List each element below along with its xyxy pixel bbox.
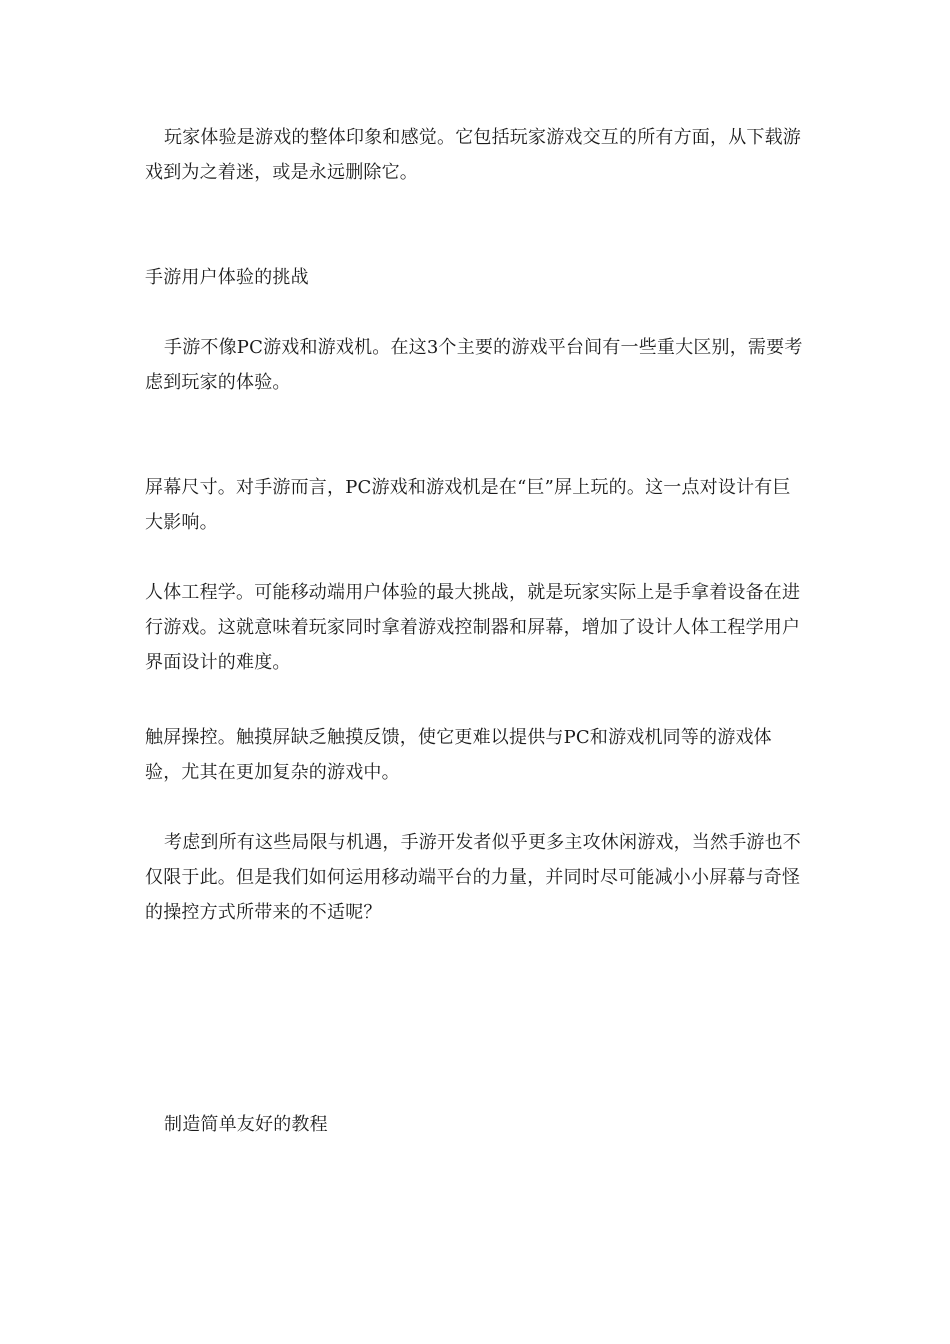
conclusion-paragraph: 考虑到所有这些局限与机遇，手游开发者似乎更多主攻休闲游戏，当然手游也不仅限于此。但是我们如何运用移动端平台的力量，并同时尽可能减小小屏幕与奇怪的操控方式所带来的不适呢？ [145,832,801,923]
intro-paragraph: 玩家体验是游戏的整体印象和感觉。它包括玩家游戏交互的所有方面，从下载游戏到为之着迷，或是永远删除它。 [145,127,801,183]
section-heading-tutorial: 制造简单友好的教程 [164,1114,328,1135]
screen-size-paragraph: 屏幕尺寸。对手游而言，PC游戏和游戏机是在“巨”屏上玩的。这一点对设计有巨大影响。 [145,477,791,533]
section-heading-challenges: 手游用户体验的挑战 [145,267,309,288]
ergonomics-paragraph: 人体工程学。可能移动端用户体验的最大挑战，就是玩家实际上是手拿着设备在进行游戏。这就意味着玩家同时拿着游戏控制器和屏幕，增加了设计人体工程学用户界面设计的难度。 [145,582,801,673]
platform-difference-paragraph: 手游不像PC游戏和游戏机。在这3个主要的游戏平台间有一些重大区别，需要考虑到玩家的体验。 [145,337,803,393]
touch-control-paragraph: 触屏操控。触摸屏缺乏触摸反馈，使它更难以提供与PC和游戏机同等的游戏体验，尤其在更加复杂的游戏中。 [145,727,772,783]
